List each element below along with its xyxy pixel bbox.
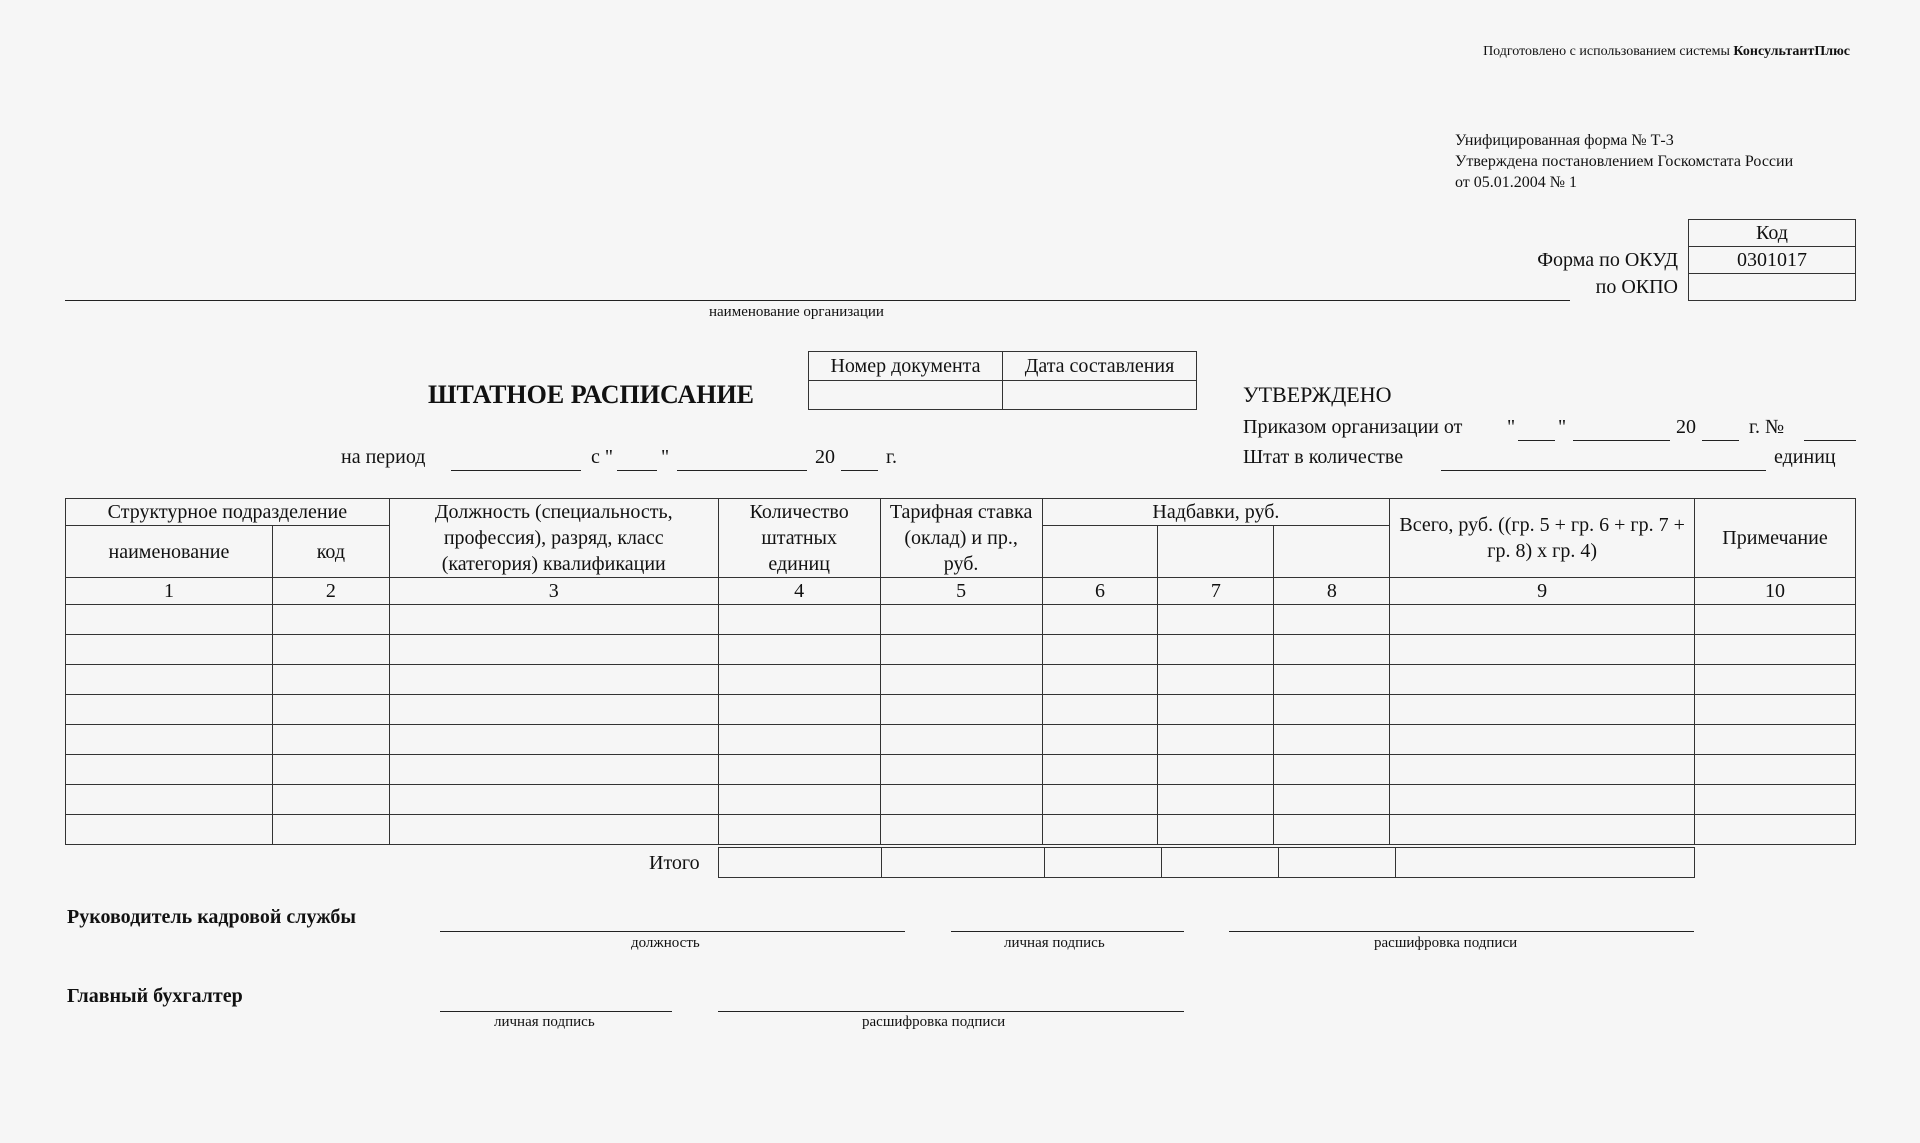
table-cell[interactable] bbox=[1695, 785, 1856, 815]
page-title: ШТАТНОЕ РАСПИСАНИЕ bbox=[428, 380, 755, 409]
table-cell[interactable] bbox=[718, 815, 880, 845]
table-row bbox=[66, 725, 1856, 755]
table-cell[interactable] bbox=[1042, 665, 1158, 695]
rate-header: Тарифная ставка (оклад) и пр., руб. bbox=[880, 499, 1042, 578]
table-cell[interactable] bbox=[1158, 815, 1274, 845]
hr-sign-line[interactable] bbox=[951, 931, 1184, 932]
table-cell[interactable] bbox=[880, 815, 1042, 845]
table-cell[interactable] bbox=[1274, 815, 1390, 845]
col-number: 4 bbox=[718, 578, 880, 605]
note-header: Примечание bbox=[1695, 499, 1856, 578]
accountant-decode-line[interactable] bbox=[718, 1011, 1184, 1012]
struct-header: Структурное подразделение bbox=[66, 499, 390, 526]
chief-accountant-label: Главный бухгалтер bbox=[67, 985, 243, 1007]
bonus-col-8 bbox=[1274, 526, 1390, 578]
table-cell[interactable] bbox=[1695, 725, 1856, 755]
col-number: 6 bbox=[1042, 578, 1158, 605]
table-cell[interactable] bbox=[272, 605, 389, 635]
table-cell[interactable] bbox=[718, 785, 880, 815]
table-cell[interactable] bbox=[1695, 815, 1856, 845]
doc-number-table bbox=[808, 351, 1197, 410]
table-cell[interactable] bbox=[1274, 605, 1390, 635]
table-cell[interactable] bbox=[1274, 665, 1390, 695]
table-row bbox=[66, 815, 1856, 845]
table-cell[interactable] bbox=[1158, 665, 1274, 695]
order-year: 20 bbox=[1676, 416, 1696, 438]
table-cell[interactable] bbox=[1158, 755, 1274, 785]
form-info-line: Унифицированная форма № Т-3 bbox=[1455, 132, 1674, 149]
hr-position-caption: должность bbox=[631, 935, 700, 951]
order-day-blank[interactable] bbox=[1518, 440, 1555, 441]
approved-title: УТВЕРЖДЕНО bbox=[1243, 382, 1392, 407]
table-cell[interactable] bbox=[1695, 665, 1856, 695]
table-cell[interactable] bbox=[66, 815, 273, 845]
table-cell[interactable] bbox=[1390, 815, 1695, 845]
period-year-blank[interactable] bbox=[841, 470, 878, 471]
bonus-header: Надбавки, руб. bbox=[1042, 499, 1390, 526]
period-label: на период bbox=[341, 446, 426, 468]
table-cell[interactable] bbox=[272, 635, 389, 665]
table-cell[interactable] bbox=[1042, 755, 1158, 785]
total-cell-8[interactable] bbox=[1279, 848, 1396, 878]
table-cell[interactable] bbox=[718, 605, 880, 635]
table-row bbox=[66, 695, 1856, 725]
table-cell[interactable] bbox=[1390, 665, 1695, 695]
col-number: 7 bbox=[1158, 578, 1274, 605]
hr-sign-caption: личная подпись bbox=[1004, 935, 1105, 951]
table-cell[interactable] bbox=[880, 725, 1042, 755]
table-cell[interactable] bbox=[389, 695, 718, 725]
table-row bbox=[66, 755, 1856, 785]
table-cell[interactable] bbox=[1274, 755, 1390, 785]
table-cell[interactable] bbox=[880, 695, 1042, 725]
code-table bbox=[1688, 219, 1856, 301]
col-number: 1 bbox=[66, 578, 273, 605]
table-cell[interactable] bbox=[880, 635, 1042, 665]
col-number: 5 bbox=[880, 578, 1042, 605]
col-number: 3 bbox=[389, 578, 718, 605]
staff-table bbox=[65, 498, 1856, 845]
table-cell[interactable] bbox=[1274, 785, 1390, 815]
count-header: Количество штатных единиц bbox=[718, 499, 880, 578]
table-cell[interactable] bbox=[1042, 605, 1158, 635]
order-month-blank[interactable] bbox=[1573, 440, 1670, 441]
table-cell[interactable] bbox=[389, 605, 718, 635]
total-cell-9[interactable] bbox=[1396, 848, 1695, 878]
table-cell[interactable] bbox=[1390, 695, 1695, 725]
table-cell[interactable] bbox=[880, 665, 1042, 695]
period-day-blank[interactable] bbox=[617, 470, 657, 471]
period-quote: " bbox=[661, 446, 670, 468]
table-cell[interactable] bbox=[1390, 605, 1695, 635]
col-number: 8 bbox=[1274, 578, 1390, 605]
total-cell-4[interactable] bbox=[719, 848, 882, 878]
period-g: г. bbox=[886, 446, 897, 468]
table-cell[interactable] bbox=[1695, 605, 1856, 635]
table-cell[interactable] bbox=[1390, 755, 1695, 785]
table-cell[interactable] bbox=[389, 665, 718, 695]
table-cell[interactable] bbox=[718, 755, 880, 785]
table-cell[interactable] bbox=[880, 785, 1042, 815]
table-cell[interactable] bbox=[1158, 785, 1274, 815]
table-cell[interactable] bbox=[880, 755, 1042, 785]
order-quote-open: " bbox=[1507, 416, 1516, 438]
table-cell[interactable] bbox=[1695, 635, 1856, 665]
table-cell[interactable] bbox=[1274, 725, 1390, 755]
table-cell[interactable] bbox=[272, 695, 389, 725]
table-cell[interactable] bbox=[1042, 815, 1158, 845]
table-cell[interactable] bbox=[1390, 785, 1695, 815]
col-number: 9 bbox=[1390, 578, 1695, 605]
table-body bbox=[66, 605, 1856, 845]
table-cell[interactable] bbox=[1274, 635, 1390, 665]
staff-count-blank[interactable] bbox=[1441, 470, 1766, 471]
hr-decode-line[interactable] bbox=[1229, 931, 1694, 932]
okud-label: Форма по ОКУД bbox=[1537, 249, 1678, 271]
doc-date-field[interactable] bbox=[1003, 381, 1197, 410]
table-row bbox=[66, 605, 1856, 635]
accountant-decode-caption: расшифровка подписи bbox=[862, 1014, 1006, 1030]
table-cell[interactable] bbox=[66, 665, 273, 695]
table-cell[interactable] bbox=[66, 605, 273, 635]
header-note bbox=[1483, 44, 1850, 60]
table-cell[interactable] bbox=[389, 725, 718, 755]
table-cell[interactable] bbox=[718, 695, 880, 725]
table-cell[interactable] bbox=[272, 665, 389, 695]
table-row bbox=[66, 785, 1856, 815]
header-note-brand: КонсультантПлюс bbox=[1733, 44, 1850, 59]
table-cell[interactable] bbox=[389, 785, 718, 815]
table-cell[interactable] bbox=[389, 755, 718, 785]
period-blank[interactable] bbox=[451, 470, 581, 471]
table-cell[interactable] bbox=[1042, 785, 1158, 815]
okud-value[interactable]: 0301017 bbox=[1689, 247, 1856, 274]
table-cell[interactable] bbox=[1390, 725, 1695, 755]
header-note-prefix: Подготовлено с использованием системы bbox=[1483, 44, 1730, 59]
col-number: 2 bbox=[272, 578, 389, 605]
table-cell[interactable] bbox=[718, 665, 880, 695]
table-cell[interactable] bbox=[66, 635, 273, 665]
total-label: Итого bbox=[649, 852, 700, 874]
hr-head-label: Руководитель кадровой службы bbox=[67, 906, 357, 928]
col-number: 10 bbox=[1695, 578, 1856, 605]
accountant-sign-line[interactable] bbox=[440, 1011, 672, 1012]
table-cell[interactable] bbox=[880, 605, 1042, 635]
table-cell[interactable] bbox=[1158, 695, 1274, 725]
doc-number-field[interactable] bbox=[809, 381, 1003, 410]
order-number-blank[interactable] bbox=[1804, 440, 1856, 441]
doc-date-header: Дата составления bbox=[1003, 352, 1197, 381]
table-cell[interactable] bbox=[66, 695, 273, 725]
table-cell[interactable] bbox=[1390, 635, 1695, 665]
code-col-header: код bbox=[272, 526, 389, 578]
total-cell-6[interactable] bbox=[1045, 848, 1162, 878]
table-cell[interactable] bbox=[66, 725, 273, 755]
form-info-line: Утверждена постановлением Госкомстата России bbox=[1455, 153, 1794, 170]
staff-unit: единиц bbox=[1774, 446, 1836, 468]
order-year-blank[interactable] bbox=[1702, 440, 1739, 441]
bonus-col-7 bbox=[1158, 526, 1274, 578]
table-cell[interactable] bbox=[66, 785, 273, 815]
total-cell-5[interactable] bbox=[882, 848, 1045, 878]
table-cell[interactable] bbox=[1042, 695, 1158, 725]
period-year: 20 bbox=[815, 446, 835, 468]
table-row bbox=[66, 635, 1856, 665]
bonus-col-6 bbox=[1042, 526, 1158, 578]
table-cell[interactable] bbox=[1158, 725, 1274, 755]
table-cell[interactable] bbox=[272, 755, 389, 785]
form-info-line: от 05.01.2004 № 1 bbox=[1455, 174, 1578, 191]
hr-decode-caption: расшифровка подписи bbox=[1374, 935, 1518, 951]
table-cell[interactable] bbox=[272, 725, 389, 755]
okpo-label: по ОКПО bbox=[1595, 276, 1678, 298]
table-cell[interactable] bbox=[1695, 755, 1856, 785]
period-from: с " bbox=[591, 446, 614, 468]
form-info bbox=[1455, 130, 1793, 193]
staff-label: Штат в количестве bbox=[1243, 446, 1404, 468]
table-cell[interactable] bbox=[1158, 605, 1274, 635]
table-cell[interactable] bbox=[1158, 635, 1274, 665]
total-cell-7[interactable] bbox=[1162, 848, 1279, 878]
hr-position-line[interactable] bbox=[440, 931, 905, 932]
table-cell[interactable] bbox=[66, 755, 273, 785]
table-cell[interactable] bbox=[1042, 635, 1158, 665]
approved-order-label: Приказом организации от bbox=[1243, 416, 1463, 438]
order-quote-close: " bbox=[1558, 416, 1567, 438]
table-cell[interactable] bbox=[718, 635, 880, 665]
table-cell[interactable] bbox=[272, 815, 389, 845]
total-row bbox=[718, 847, 1695, 878]
period-month-blank[interactable] bbox=[677, 470, 807, 471]
table-cell[interactable] bbox=[718, 725, 880, 755]
doc-number-header: Номер документа bbox=[809, 352, 1003, 381]
order-g-number: г. № bbox=[1749, 416, 1785, 438]
table-cell[interactable] bbox=[389, 815, 718, 845]
table-cell[interactable] bbox=[1695, 695, 1856, 725]
accountant-sign-caption: личная подпись bbox=[494, 1014, 595, 1030]
total-header: Всего, руб. ((гр. 5 + гр. 6 + гр. 7 + гр. 8) х гр. 4) bbox=[1390, 499, 1695, 578]
code-header: Код bbox=[1689, 220, 1856, 247]
table-row bbox=[66, 665, 1856, 695]
okpo-value[interactable] bbox=[1689, 274, 1856, 301]
org-caption: наименование организации bbox=[709, 304, 884, 320]
org-name-line[interactable] bbox=[65, 300, 1570, 301]
position-header: Должность (специальность, профессия), разряд, класс (категория) квалификации bbox=[389, 499, 718, 578]
table-cell[interactable] bbox=[272, 785, 389, 815]
table-cell[interactable] bbox=[389, 635, 718, 665]
table-cell[interactable] bbox=[1274, 695, 1390, 725]
table-cell[interactable] bbox=[1042, 725, 1158, 755]
name-header: наименование bbox=[66, 526, 273, 578]
